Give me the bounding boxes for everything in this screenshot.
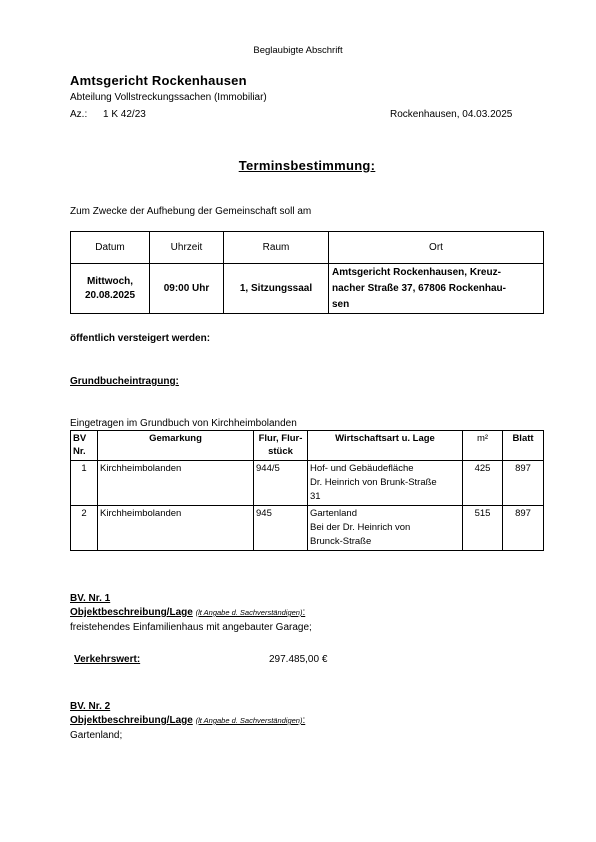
col-flur-header-line2: stück: [268, 446, 293, 457]
row1-art-line1: Hof- und Gebäudefläche: [310, 463, 414, 474]
col-wirtschaftsart-header: Wirtschaftsart u. Lage: [308, 431, 463, 461]
col-blatt-header: Blatt: [503, 431, 544, 461]
row2-bv: 2: [71, 506, 98, 551]
row2-art-line1: Gartenland: [310, 508, 358, 519]
row1-art-line3: 31: [310, 491, 321, 502]
page-title: Terminsbestimmung:: [238, 158, 376, 173]
grundbuch-header-row: [71, 431, 544, 461]
bv1-verkehrswert-label: Verkehrswert:: [74, 654, 141, 665]
row2-art-line3: Brunck-Straße: [310, 536, 372, 547]
case-number: 1 K 42/23: [103, 109, 146, 120]
case-number-label: Az.:: [70, 109, 88, 120]
row2-gemarkung: Kirchheimbolanden: [98, 506, 254, 551]
bv2-object-label: Objektbeschreibung/Lage: [70, 715, 193, 726]
termin-table: [70, 231, 544, 314]
row2-flur: 945: [254, 506, 308, 551]
row2-blatt: 897: [503, 506, 544, 551]
bv1-object-note: (lt Angabe d. Sachverständigen): [195, 608, 303, 617]
row1-bv: 1: [71, 461, 98, 506]
termin-ort-line1: Amtsgericht Rockenhausen, Kreuz-: [332, 266, 501, 278]
bv2-heading: BV. Nr. 2: [70, 701, 111, 712]
place-date: Rockenhausen, 04.03.2025: [390, 109, 513, 120]
court-department: Abteilung Vollstreckungssachen (Immobiliar): [70, 92, 267, 103]
bv1-verkehrswert-value: 297.485,00 €: [269, 654, 328, 665]
col-flur-header: [254, 431, 308, 461]
certified-copy-label: Beglaubigte Abschrift: [253, 45, 343, 56]
col-gemarkung-header: Gemarkung: [98, 431, 254, 461]
col-qm-header: m²: [463, 431, 503, 461]
row2-art-line2: Bei der Dr. Heinrich von: [310, 522, 411, 533]
grundbuch-heading: Grundbucheintragung:: [70, 376, 179, 387]
bv1-object-line: [70, 606, 305, 619]
termin-header-row: [71, 232, 544, 264]
termin-ort-line3: sen: [332, 298, 350, 310]
bv1-object-label: Objektbeschreibung/Lage: [70, 607, 193, 618]
row1-gemarkung: Kirchheimbolanden: [98, 461, 254, 506]
termin-datum: [71, 264, 150, 314]
termin-ort-line2: nacher Straße 37, 67806 Rockenhau-: [332, 282, 506, 294]
termin-datum-line1: Mittwoch,: [86, 275, 134, 287]
termin-ort: [329, 264, 544, 314]
grundbuch-intro: Eingetragen im Grundbuch von Kirchheimbolanden: [70, 418, 297, 429]
col-ort-header: Ort: [329, 232, 544, 264]
bv2-object-note: (lt Angabe d. Sachverständigen): [195, 716, 303, 725]
table-row: [71, 506, 544, 551]
col-raum-header: Raum: [224, 232, 329, 264]
table-row: [71, 461, 544, 506]
row1-flur: 944/5: [254, 461, 308, 506]
row1-qm: 425: [463, 461, 503, 506]
col-flur-header-line1: Flur, Flur-: [258, 433, 303, 444]
row1-wirtschaftsart: [308, 461, 463, 506]
court-name: Amtsgericht Rockenhausen: [70, 73, 247, 88]
col-bv-header: [71, 431, 98, 461]
termin-data-row: [71, 264, 544, 314]
col-uhrzeit-header: Uhrzeit: [150, 232, 224, 264]
grundbuch-table: [70, 430, 544, 551]
bv1-description: freistehendes Einfamilienhaus mit angebauter Garage;: [70, 622, 312, 633]
intro-text: Zum Zwecke der Aufhebung der Gemeinschaft soll am: [70, 206, 312, 217]
row2-qm: 515: [463, 506, 503, 551]
auction-text: öffentlich versteigert werden:: [70, 333, 211, 344]
termin-raum: 1, Sitzungssaal: [224, 264, 329, 314]
row1-blatt: 897: [503, 461, 544, 506]
bv2-description: Gartenland;: [70, 730, 123, 741]
bv2-object-line: [70, 714, 305, 727]
termin-uhrzeit: 09:00 Uhr: [150, 264, 224, 314]
bv2-object-colon: :: [302, 715, 306, 726]
termin-datum-line2: 20.08.2025: [84, 289, 136, 301]
col-datum-header: Datum: [71, 232, 150, 264]
col-bv-header-line1: BV: [73, 433, 87, 444]
row2-wirtschaftsart: [308, 506, 463, 551]
col-bv-header-line2: Nr.: [73, 446, 86, 457]
bv1-heading: BV. Nr. 1: [70, 593, 111, 604]
bv1-object-colon: :: [302, 607, 306, 618]
row1-art-line2: Dr. Heinrich von Brunk-Straße: [310, 477, 437, 488]
